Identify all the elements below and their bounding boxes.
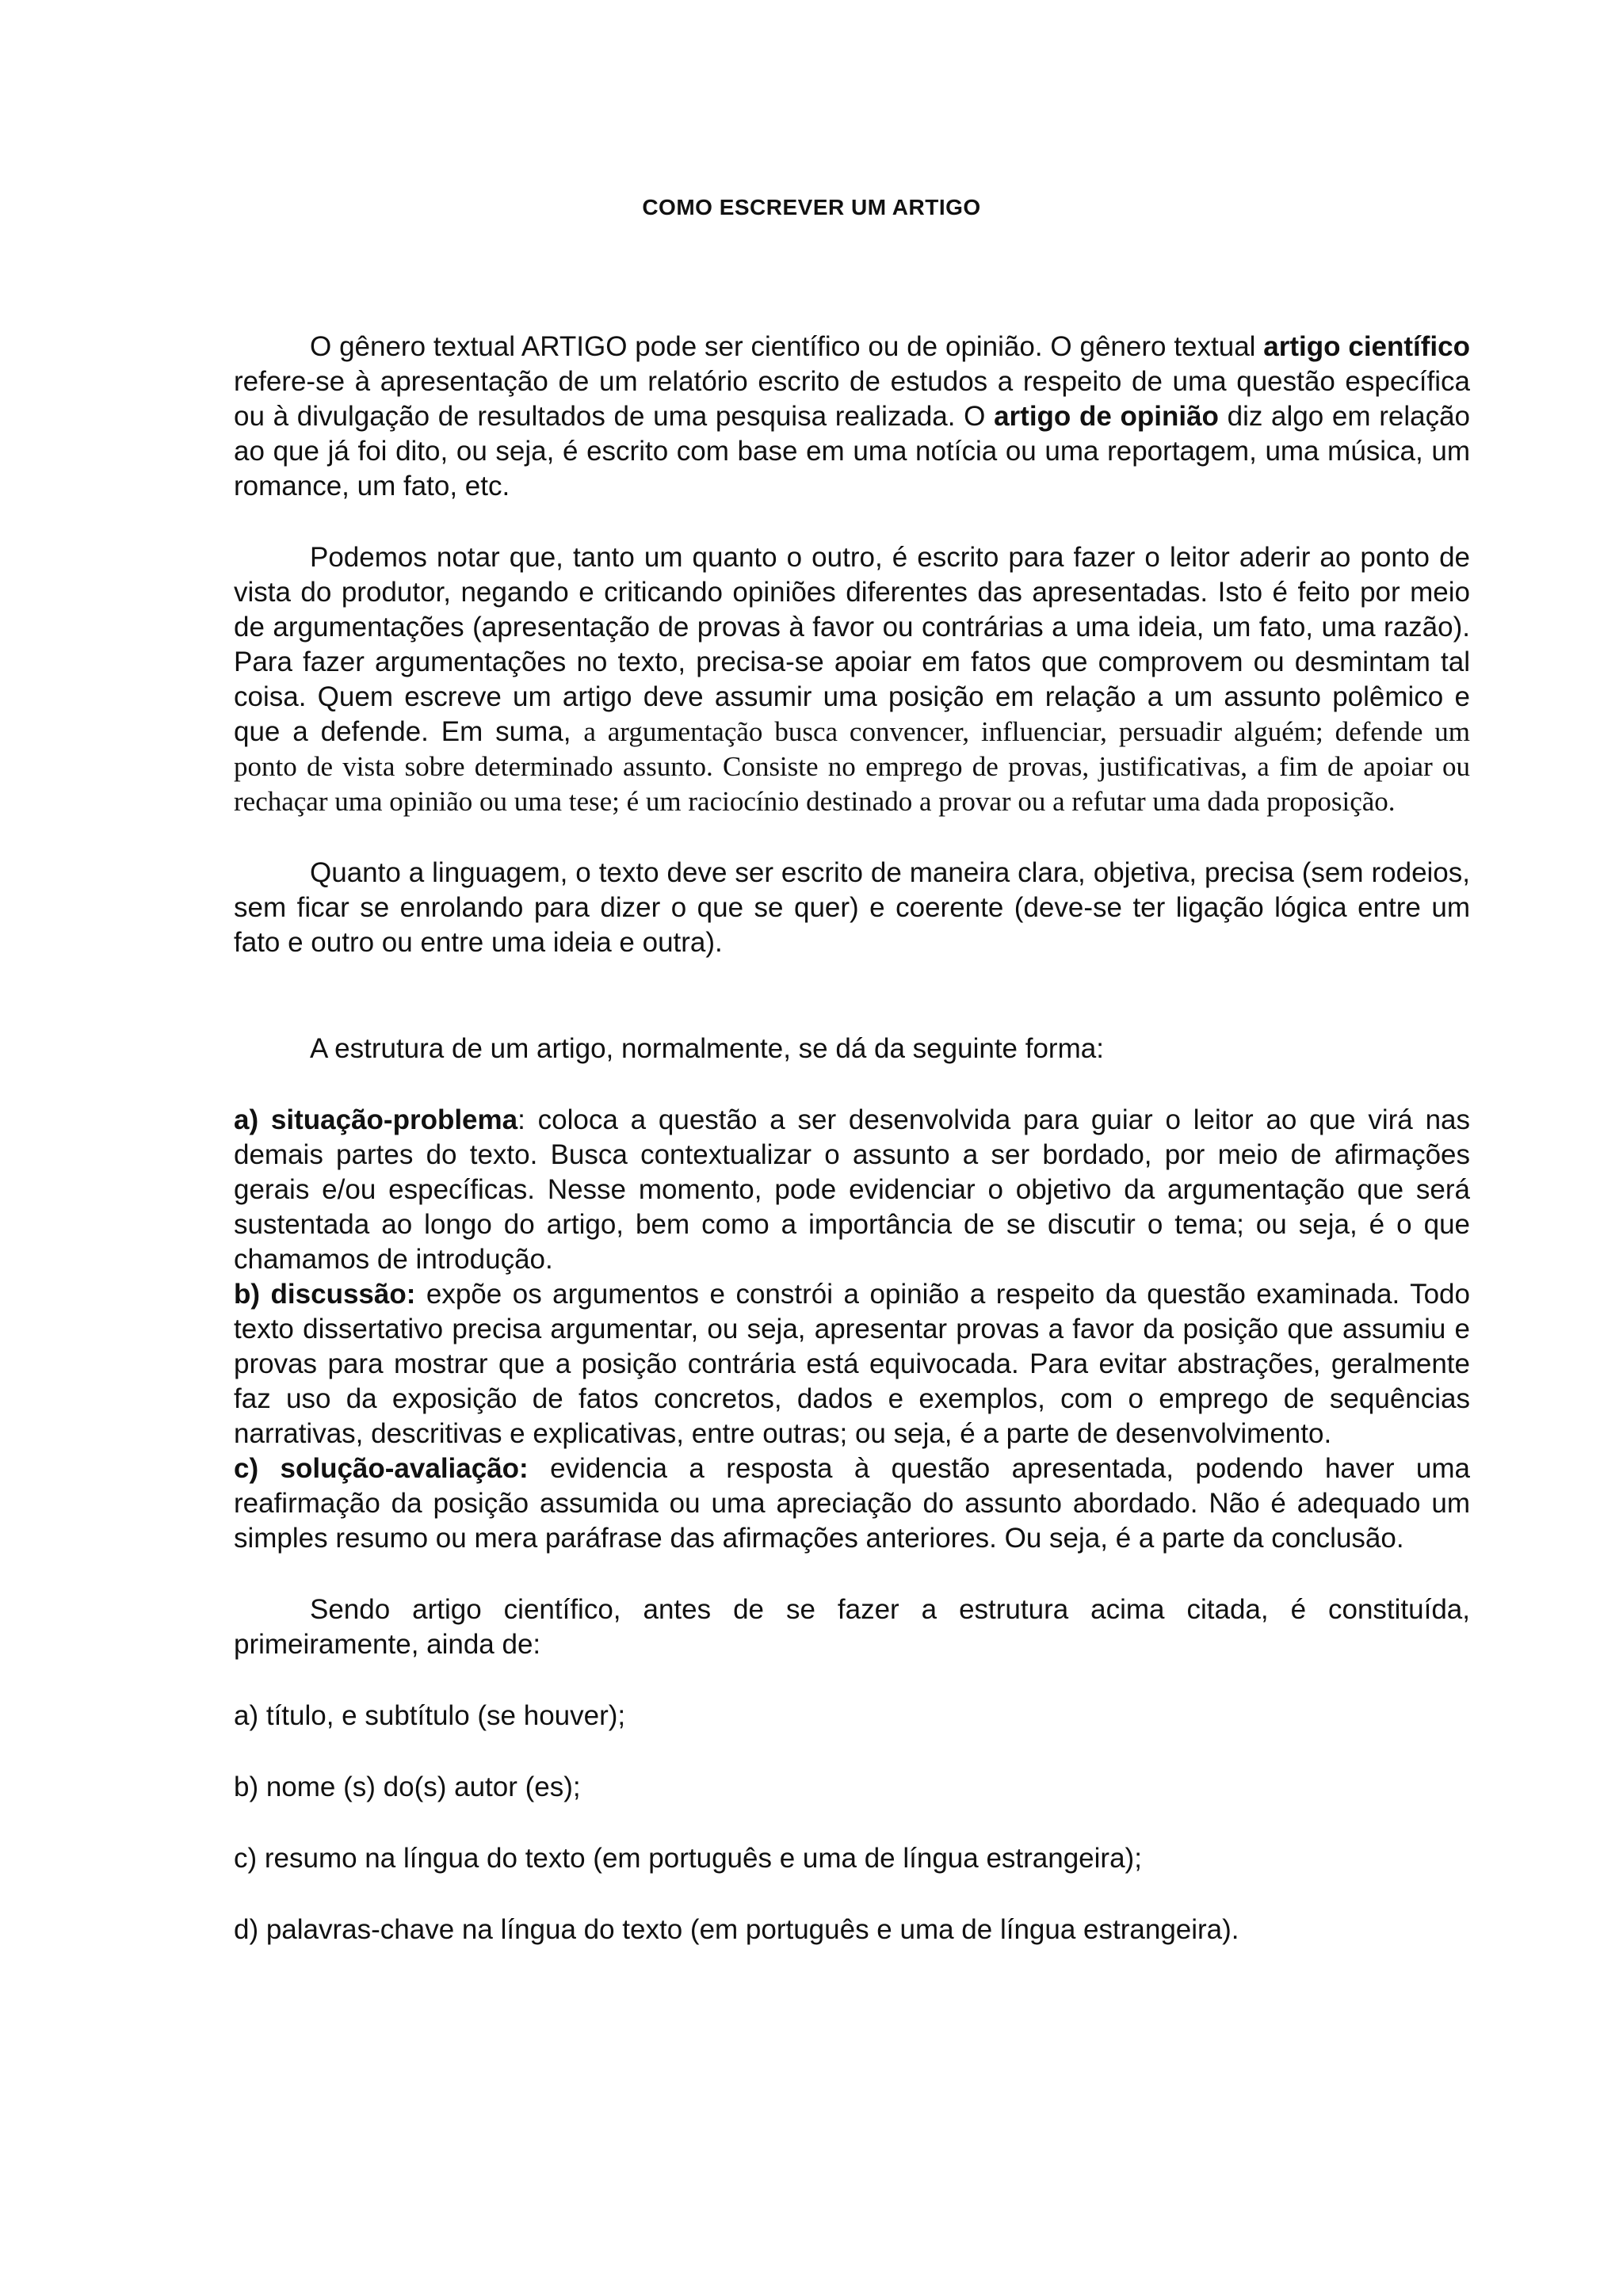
structure-label: c) solução-avaliação: [234, 1453, 529, 1484]
paragraph-argumentation [234, 540, 1470, 819]
structure-label: a) situação-problema [234, 1104, 518, 1135]
paragraph-genre-intro [234, 330, 1470, 504]
paragraph-language: Quanto a linguagem, o texto deve ser escrito de maneira clara, objetiva, precisa (sem rodeios, sem ficar se enrolando para dizer o que se quer) e coerente (deve-se ter ligação lógica entre um fato e outro ou entre uma ideia e outra). [234, 857, 1470, 958]
document-title: COMO ESCREVER UM ARTIGO [642, 195, 981, 219]
text-run: Podemos notar que, tanto um quanto o outro, é escrito para fazer o leitor aderir ao ponto de vista do produtor, negando e criticando opiniões diferentes das apresentadas. Isto é feito por meio de argumentações (apresentação de provas à favor ou contrárias a uma ideia, um fato, uma razão). Para fazer argumentações no texto, precisa-se apoiar em fatos que comprovem ou desmintam tal coisa. Quem escreve um artigo deve assumir uma posição em relação a um assunto polêmico e que a defende. Em suma, [234, 542, 1470, 747]
structure-text: : coloca a questão a ser desenvolvida para guiar o leitor ao que virá nas demais partes do texto. Busca contextualizar o assunto a ser bordado, por meio de afirmações gerais e/ou específicas. Nesse momento, pode evidenciar o objetivo da argumentação que será sustentada ao longo do artigo, bem como a importância de se discutir o tema; ou seja, é o que chamamos de introdução. [234, 1104, 1470, 1275]
structure-label: b) discussão: [234, 1279, 416, 1310]
structure-item-solucao-avaliacao [234, 1451, 1470, 1556]
list-item: b) nome (s) do(s) autor (es); [234, 1772, 581, 1802]
list-item: a) título, e subtítulo (se houver); [234, 1700, 626, 1731]
text-run: refere-se à apresentação de um relatório escrito de estudos a respeito de uma questão específica ou à divulgação de resultados de uma pesquisa realizada. O [234, 366, 1470, 432]
text-run: diz algo em relação ao que já foi dito, ou seja, é escrito com base em uma notícia ou uma reportagem, uma música, um romance, um fato, etc. [234, 401, 1471, 502]
structure-text: evidencia a resposta à questão apresentada, podendo haver uma reafirmação da posição assumida ou uma apreciação do assunto abordado. Não é adequado um simples resumo ou mera paráfrase das afirmações anteriores. Ou seja, é a parte da conclusão. [234, 1453, 1470, 1554]
bold-term-artigo-cientifico: artigo científico [1263, 331, 1470, 362]
structure-item-discussao [234, 1277, 1470, 1451]
paragraph-scientific-article: Sendo artigo científico, antes de se fazer a estrutura acima citada, é constituída, primeiramente, ainda de: [234, 1594, 1470, 1660]
paragraph-structure-intro: A estrutura de um artigo, normalmente, se dá da seguinte forma: [310, 1033, 1104, 1064]
text-run: O gênero textual ARTIGO pode ser científico ou de opinião. O gênero textual [310, 331, 1264, 362]
document-body [234, 330, 1470, 1947]
list-item: d) palavras-chave na língua do texto (em português e uma de língua estrangeira). [234, 1914, 1239, 1945]
list-item: c) resumo na língua do texto (em português e uma de língua estrangeira); [234, 1843, 1142, 1874]
structure-text: expõe os argumentos e constrói a opinião a respeito da questão examinada. Todo texto dissertativo precisa argumentar, ou seja, apresentar provas a favor da posição que assumiu e provas para mostrar que a posição contrária está equivocada. Para evitar abstrações, geralmente faz uso da exposição de fatos concretos, dados e exemplos, com o emprego de sequências narrativas, descritivas e explicativas, entre outras; ou seja, é a parte de desenvolvimento. [234, 1279, 1470, 1449]
serif-quote-run: a argumentação busca convencer, influenciar, persuadir alguém; defende um ponto de vista sobre determinado assunto. Consiste no emprego de provas, justificativas, a fim de apoiar ou rechaçar uma opinião ou uma tese; é um raciocínio destinado a provar ou a refutar uma dada proposição. [234, 716, 1470, 817]
structure-item-situacao-problema [234, 1103, 1470, 1277]
bold-term-artigo-de-opiniao: artigo de opinião [994, 401, 1219, 432]
